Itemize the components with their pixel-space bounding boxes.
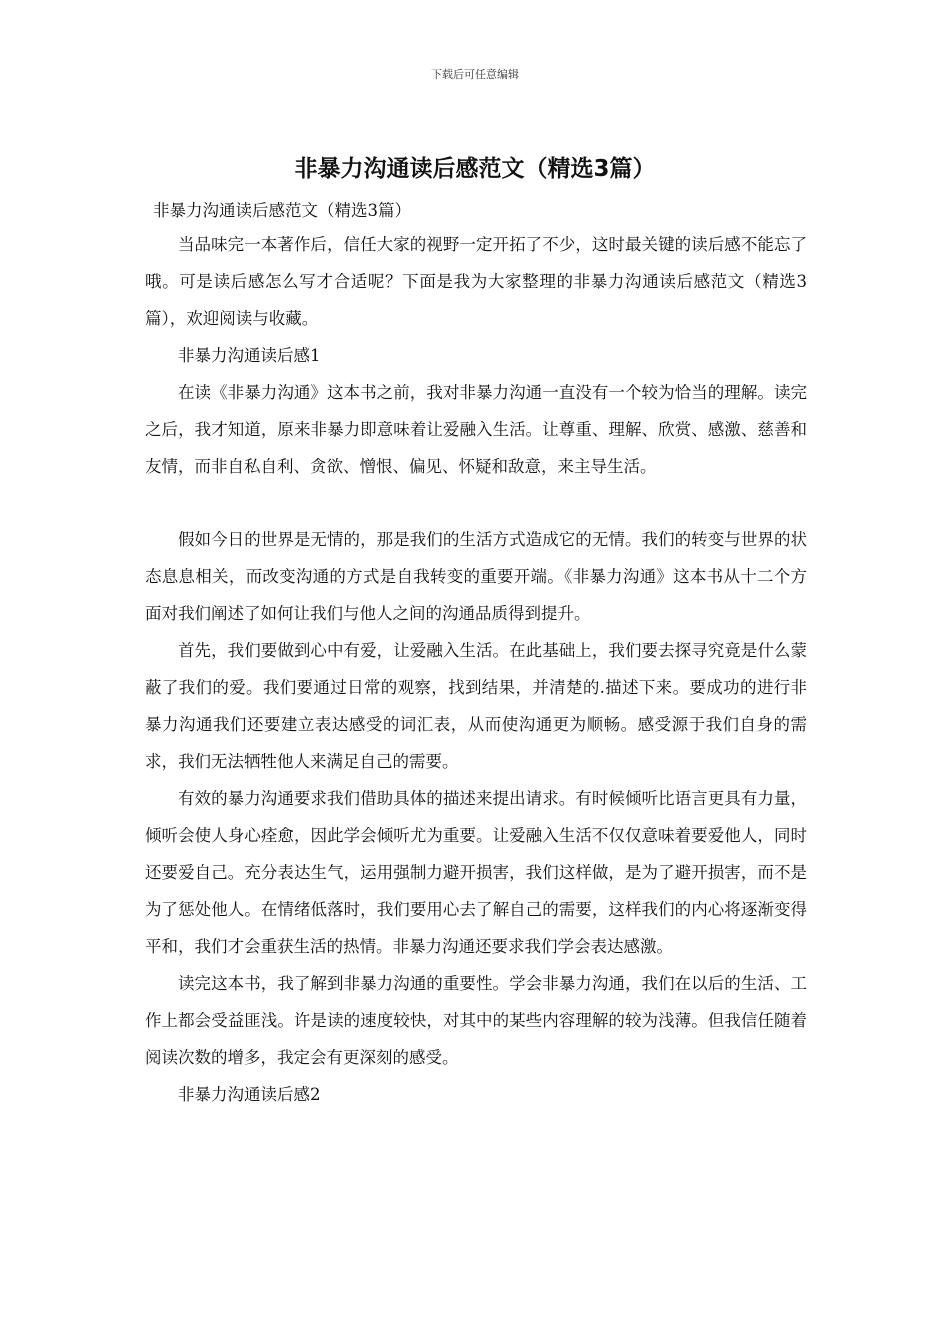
document-body [145, 196, 807, 1113]
document-title: 非暴力沟通读后感范文（精选3篇） [294, 156, 656, 182]
section-1-paragraph-3: 首先，我们要做到心中有爱，让爱融入生活。在此基础上，我们要去探寻究竟是什么蒙蔽了我们的爱。我们要通过日常的观察，找到结果，并清楚的.描述下来。要成功的进行非暴力沟通我们还要建立表达感受的词汇表，从而使沟通更为顺畅。感受源于我们自身的需求，我们无法牺牲他人来满足自己的需要。 [145, 641, 807, 771]
paragraph-gap [145, 485, 807, 521]
intro-paragraph: 当品味完一本著作后，信任大家的视野一定开拓了不少，这时最关键的读后感不能忘了哦。可是读后感怎么写才合适呢？下面是我为大家整理的非暴力沟通读后感范文（精选3篇），欢迎阅读与收藏。 [145, 235, 807, 328]
section-1-paragraph-4: 有效的暴力沟通要求我们借助具体的描述来提出请求。有时候倾听比语言更具有力量，倾听会使人身心痊愈，因此学会倾听尤为重要。让爱融入生活不仅仅意味着要爱他人，同时还要爱自己。充分表达生气，运用强制力避开损害，我们这样做，是为了避开损害，而不是为了惩处他人。在情绪低落时，我们要用心去了解自己的需要，这样我们的内心将逐渐变得平和，我们才会重获生活的热情。非暴力沟通还要求我们学会表达感激。 [145, 789, 807, 956]
section-1-paragraph-1: 在读《非暴力沟通》这本书之前，我对非暴力沟通一直没有一个较为恰当的理解。读完之后，我才知道，原来非暴力即意味着让爱融入生活。让尊重、理解、欣赏、感激、慈善和友情，而非自私自利、贪欲、憎恨、偏见、怀疑和敌意，来主导生活。 [145, 383, 807, 476]
section-1-paragraph-5: 读完这本书，我了解到非暴力沟通的重要性。学会非暴力沟通，我们在以后的生活、工作上都会受益匪浅。许是读的速度较快，对其中的某些内容理解的较为浅薄。但我信任随着阅读次数的增多，我定会有更深刻的感受。 [145, 974, 807, 1067]
document-subtitle: 非暴力沟通读后感范文（精选3篇） [153, 201, 411, 220]
section-1-paragraph-2: 假如今日的世界是无情的，那是我们的生活方式造成它的无情。我们的转变与世界的状态息息相关，而改变沟通的方式是自我转变的重要开端。《非暴力沟通》这本书从十二个方面对我们阐述了如何让我们与他人之间的沟通品质得到提升。 [145, 530, 807, 623]
header-note: 下载后可任意编辑 [431, 68, 519, 81]
section-1-heading: 非暴力沟通读后感1 [178, 346, 321, 365]
section-2-heading: 非暴力沟通读后感2 [178, 1085, 321, 1104]
